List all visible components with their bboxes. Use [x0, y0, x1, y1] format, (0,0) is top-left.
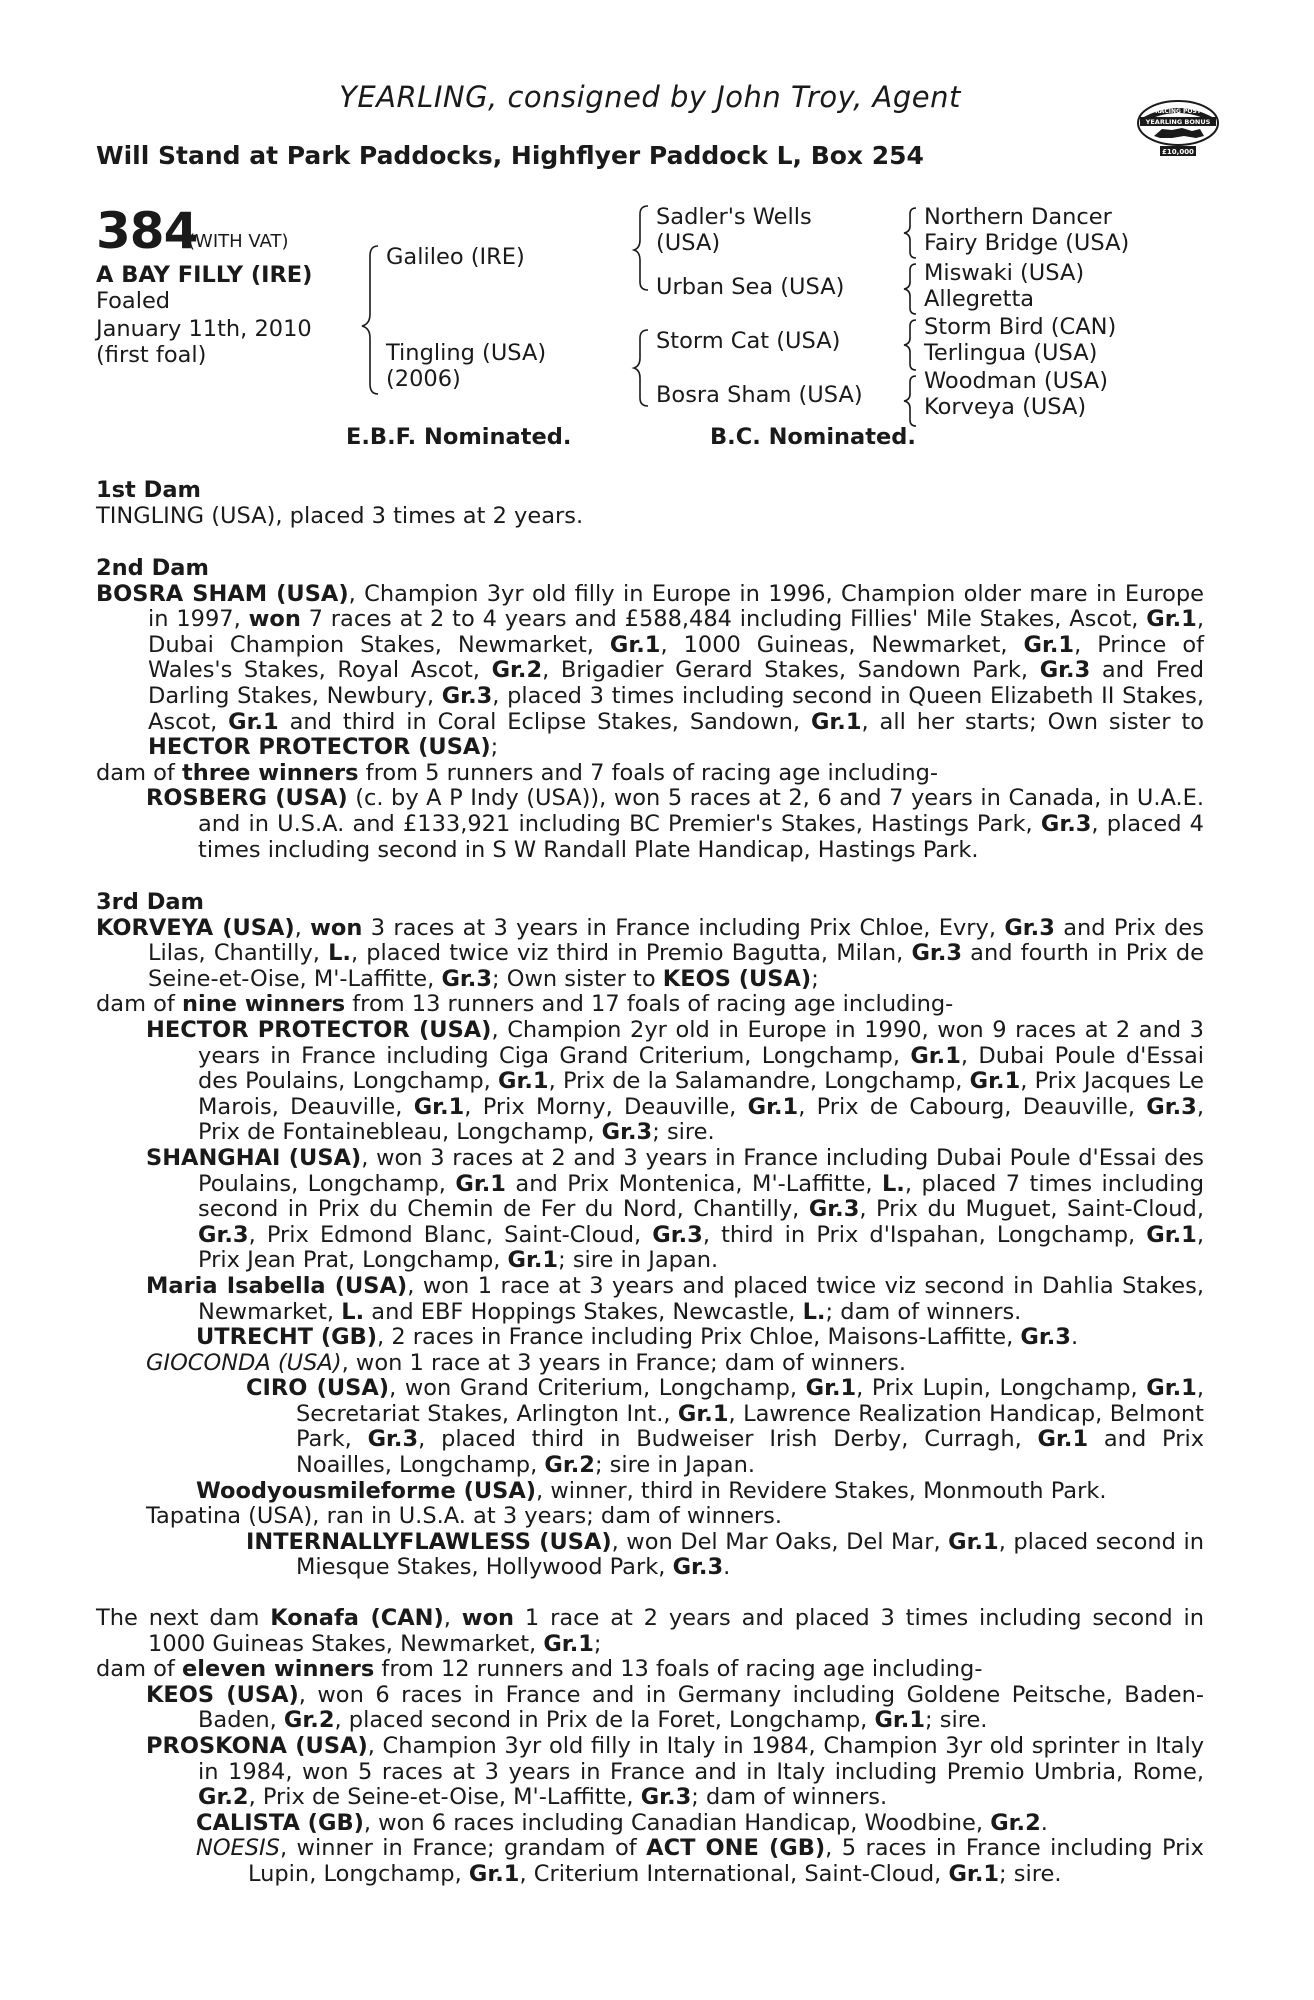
foal-note: (first foal) — [96, 342, 207, 368]
ggp-northern-dancer: Northern Dancer — [924, 204, 1112, 230]
third-dam-produce-line: dam of nine winners from 13 runners and 17 foals of racing age including- — [96, 991, 954, 1018]
second-dam-section — [96, 556, 1204, 863]
badge-top-text: RACING POST — [1155, 108, 1201, 115]
third-dam-paragraph: KORVEYA (USA), won 3 races at 3 years in France including Prix Chloe, Evry, Gr.3 and Prix des Lilas, Chantilly, L., placed twice viz third in Premio Bagutta, Milan, Gr.3 and fourth in Prix de Seine-et-Oise, M'-Laffitte, Gr.3; Own sister to KEOS (USA); — [96, 914, 1204, 992]
next-dam-section — [96, 1606, 1204, 1888]
lot-name: A BAY FILLY (IRE) — [96, 262, 313, 288]
ggp-korveya: Korveya (USA) — [924, 394, 1087, 420]
dam-name: Tingling (USA) — [386, 340, 547, 366]
sire-name: Galileo (IRE) — [386, 244, 525, 270]
produce-ciro: CIRO (USA), won Grand Criterium, Longchamp, Gr.1, Prix Lupin, Longchamp, Gr.1, Secretariat Stakes, Arlington Int., Gr.1, Lawrence Realization Handicap, Belmont Park, Gr.3, placed third in Budweiser Irish Derby, Curragh, Gr.1 and Prix Noailles, Longchamp, Gr.2; sire in Japan. — [246, 1375, 1205, 1479]
next-dam-produce-line: dam of eleven winners from 12 runners and 13 foals of racing age including- — [96, 1656, 983, 1683]
third-dam-heading: 3rd Dam — [96, 889, 204, 915]
stand-location: Will Stand at Park Paddocks, Highflyer Paddock L, Box 254 — [96, 141, 924, 170]
sire-sire-line2: (USA) — [656, 230, 721, 256]
ggp-storm-bird: Storm Bird (CAN) — [924, 314, 1117, 340]
ggp-fairy-bridge: Fairy Bridge (USA) — [924, 230, 1130, 256]
foaled-date: January 11th, 2010 — [96, 316, 312, 342]
sire-dam: Urban Sea (USA) — [656, 274, 845, 300]
ggp-allegretta: Allegretta — [924, 286, 1035, 312]
badge-bottom-text: £10,000 — [1162, 148, 1194, 156]
produce-shanghai: SHANGHAI (USA), won 3 races at 2 and 3 years in France including Dubai Poule d'Essai des Poulains, Longchamp, Gr.1 and Prix Montenica, M'-Laffitte, L., placed 7 times including second in Prix du Chemin de Fer du Nord, Chantilly, Gr.3, Prix du Muguet, Saint-Cloud, Gr.3, Prix Edmond Blanc, Saint-Cloud, Gr.3, third in Prix d'Ispahan, Longchamp, Gr.1, Prix Jean Prat, Longchamp, Gr.1; sire in Japan. — [146, 1144, 1205, 1274]
produce-tapatina: Tapatina (USA), ran in U.S.A. at 3 years; dam of winners. — [146, 1503, 783, 1530]
ggp-woodman: Woodman (USA) — [924, 368, 1108, 394]
dam-year: (2006) — [386, 366, 461, 392]
foaled-label: Foaled — [96, 288, 171, 314]
badge-mid-text: YEARLING BONUS — [1145, 118, 1211, 126]
sire-sire-line1: Sadler's Wells — [656, 204, 812, 230]
next-dam-paragraph: The next dam Konafa (CAN), won 1 race at 2 years and placed 3 times including second in 1000 Guineas Stakes, Newmarket, Gr.1; — [96, 1605, 1204, 1657]
produce-utrecht: UTRECHT (GB), 2 races in France including Prix Chloe, Maisons-Laffitte, Gr.3. — [196, 1324, 1079, 1351]
produce-noesis: NOESIS, winner in France; grandam of ACT ONE (GB), 5 races in France including Prix Lupin, Longchamp, Gr.1, Criterium International, Saint-Cloud, Gr.1; sire. — [196, 1835, 1204, 1887]
ggp-terlingua: Terlingua (USA) — [924, 340, 1098, 366]
second-dam-produce-line: dam of three winners from 5 runners and 7 foals of racing age including- — [96, 759, 939, 786]
produce-woodyousmileforme: Woodyousmileforme (USA), winner, third in Revidere Stakes, Monmouth Park. — [196, 1477, 1107, 1504]
produce-internallyflawless: INTERNALLYFLAWLESS (USA), won Del Mar Oaks, Del Mar, Gr.1, placed second in Miesque Stakes, Hollywood Park, Gr.3. — [246, 1528, 1204, 1581]
produce-hector-protector: HECTOR PROTECTOR (USA), Champion 2yr old in Europe in 1990, won 9 races at 2 and 3 years in France including Ciga Grand Criterium, Longchamp, Gr.1, Dubai Poule d'Essai des Poulains, Longchamp, Gr.1, Prix de la Salamandre, Longchamp, Gr.1, Prix Jacques Le Marois, Deauville, Gr.1, Prix Morny, Deauville, Gr.1, Prix de Cabourg, Deauville, Gr.3, Prix de Fontainebleau, Longchamp, Gr.3; sire. — [146, 1016, 1205, 1146]
produce-calista: CALISTA (GB), won 6 races including Canadian Handicap, Woodbine, Gr.2. — [196, 1809, 1048, 1836]
next-dam-name: Konafa (CAN) — [270, 1605, 444, 1631]
bc-nominated: B.C. Nominated. — [710, 424, 916, 450]
third-dam-section — [96, 890, 1204, 1581]
produce-rosberg: ROSBERG (USA) (c. by A P Indy (USA)), won 5 races at 2, 6 and 7 years in Canada, in U.A.E. and in U.S.A. and £133,921 including BC Premier's Stakes, Hastings Park, Gr.3, placed 4 times including second in S W Randall Plate Handicap, Hastings Park. — [146, 785, 1204, 863]
second-dam-name: BOSRA SHAM (USA) — [96, 580, 349, 607]
lot-vat: (WITH VAT) — [188, 231, 289, 252]
second-dam-paragraph: BOSRA SHAM (USA), Champion 3yr old filly in Europe in 1996, Champion older mare in Europe in 1997, won 7 races at 2 to 4 years and £588,484 including Fillies' Mile Stakes, Ascot, Gr.1, Dubai Champion Stakes, Newmarket, Gr.1, 1000 Guineas, Newmarket, Gr.1, Prince of Wales's Stakes, Royal Ascot, Gr.2, Brigadier Gerard Stakes, Sandown Park, Gr.3 and Fred Darling Stakes, Newbury, Gr.3, placed 3 times including second in Queen Elizabeth II Stakes, Ascot, Gr.1 and third in Coral Eclipse Stakes, Sandown, Gr.1, all her starts; Own sister to HECTOR PROTECTOR (USA); — [96, 580, 1205, 761]
first-dam-heading: 1st Dam — [96, 477, 201, 503]
dam-sire: Storm Cat (USA) — [656, 328, 841, 354]
dam-dam: Bosra Sham (USA) — [656, 382, 863, 408]
produce-keos: KEOS (USA), won 6 races in France and in Germany including Goldene Peitsche, Baden-Baden, Gr.2, placed second in Prix de la Foret, Longchamp, Gr.1; sire. — [146, 1681, 1204, 1734]
produce-maria-isabella: Maria Isabella (USA), won 1 race at 3 years and placed twice viz second in Dahlia Stakes, Newmarket, L. and EBF Hoppings Stakes, Newcastle, L.; dam of winners. — [146, 1272, 1205, 1325]
first-dam-text: TINGLING (USA), placed 3 times at 2 years. — [96, 502, 584, 529]
second-dam-heading: 2nd Dam — [96, 555, 209, 581]
ggp-miswaki: Miswaki (USA) — [924, 260, 1085, 286]
lot-number: 384 — [96, 202, 198, 260]
produce-proskona: PROSKONA (USA), Champion 3yr old filly in Italy in 1984, Champion 3yr old sprinter in Italy in 1984, won 5 races at 3 years in France and in Italy including Premio Umbria, Rome, Gr.2, Prix de Seine-et-Oise, M'-Laffitte, Gr.3; dam of winners. — [146, 1732, 1205, 1811]
ebf-nominated: E.B.F. Nominated. — [346, 424, 572, 450]
third-dam-name: KORVEYA (USA) — [96, 914, 295, 941]
consignment-line: YEARLING, consigned by John Troy, Agent — [339, 80, 961, 114]
second-dam-sister: HECTOR PROTECTOR (USA) — [148, 734, 491, 761]
first-dam-section — [96, 478, 1204, 529]
produce-gioconda: GIOCONDA (USA), won 1 race at 3 years in France; dam of winners. — [146, 1349, 906, 1376]
